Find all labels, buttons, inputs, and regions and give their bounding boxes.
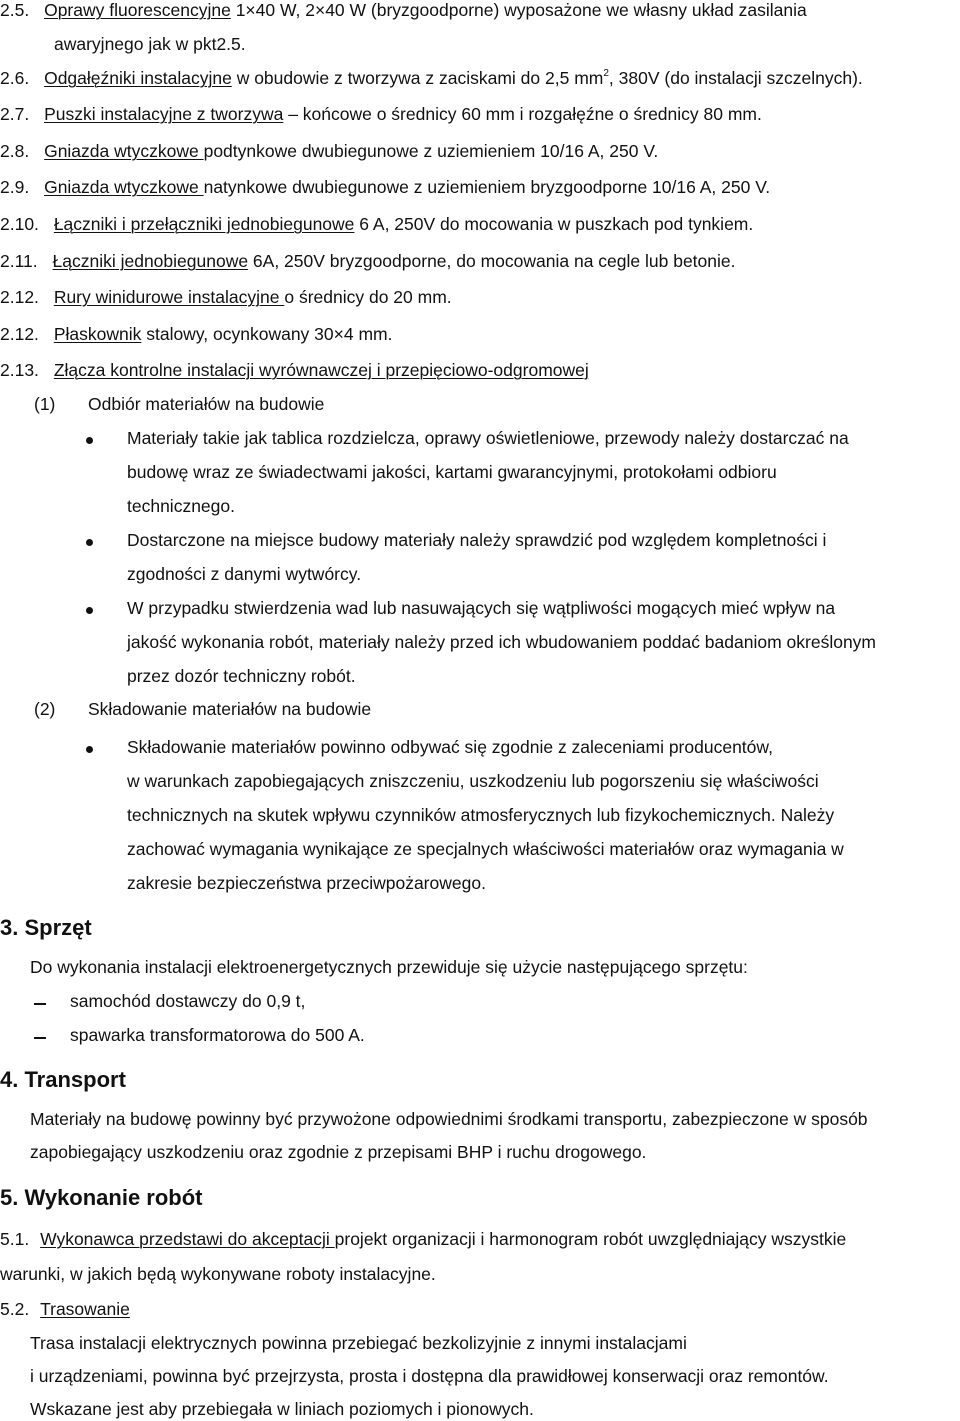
bullet-line: w warunkach zapobiegających zniszczeniu, uszkodzeniu lub pogorszeniu się właściwości: [127, 771, 819, 791]
item-num: 2.11.: [0, 251, 38, 271]
item-num: 2.12.: [0, 324, 39, 344]
item-title: Wykonawca przedstawi do akceptacji: [40, 1229, 335, 1249]
item-text: w obudowie z tworzywa z zaciskami do 2,5 mm: [231, 68, 604, 88]
item-2-11: [0, 253, 735, 271]
item-title: Gniazda wtyczkowe: [44, 177, 204, 197]
item-2-5: [0, 2, 807, 20]
item-text: 1×40 W, 2×40 W (bryzgoodporne) wyposażone we własny układ zasilania: [230, 0, 807, 20]
item-text: stalowy, ocynkowany 30×4 mm.: [141, 324, 393, 344]
sub-num: (1): [34, 394, 56, 414]
section-text: Do wykonania instalacji elektroenergetycznych przewiduje się użycie następującego sprzętu:: [30, 957, 748, 977]
item-num: 2.8.: [0, 141, 30, 161]
section-heading: 5. Wykonanie robót: [0, 1185, 203, 1210]
list-item: samochód dostawczy do 0,9 t,: [70, 991, 306, 1011]
list-item: spawarka transformatorowa do 500 A.: [70, 1025, 365, 1045]
item-2-6: [0, 70, 863, 88]
section-heading: 4. Transport: [0, 1067, 126, 1092]
bullet-line: budowę wraz ze świadectwami jakości, kartami gwarancyjnymi, protokołami odbioru: [127, 462, 777, 482]
item-2-10: [0, 216, 753, 234]
bullet-line: technicznego.: [127, 496, 235, 516]
item-2-12b: [0, 326, 392, 344]
item-num: 2.9.: [0, 177, 30, 197]
item-num: 2.7.: [0, 104, 30, 124]
dash-icon: [34, 1037, 46, 1039]
item-text: – końcowe o średnicy 60 mm i rozgałęźne o średnicy 80 mm.: [283, 104, 762, 124]
item-title: Oprawy fluorescencyjne: [44, 0, 231, 20]
item-num: 2.5.: [0, 0, 30, 20]
paragraph-5-2: [0, 1301, 130, 1319]
item-text: natynkowe dwubiegunowe z uziemieniem bryzgoodporne 10/16 A, 250 V.: [203, 177, 771, 197]
item-num: 5.2.: [0, 1299, 30, 1319]
section-text: warunki, w jakich będą wykonywane roboty instalacyjne.: [0, 1264, 436, 1284]
item-text: o średnicy do 20 mm.: [284, 287, 452, 307]
item-title: Rury winidurowe instalacyjne: [53, 287, 285, 307]
item-text: , 380V (do instalacji szczelnych).: [608, 68, 863, 88]
sub-title: Składowanie materiałów na budowie: [88, 699, 372, 719]
item-num: 2.10.: [0, 214, 39, 234]
dash-icon: [34, 1003, 46, 1005]
section-text: Wskazane jest aby przebiegała w liniach poziomych i pionowych.: [30, 1399, 534, 1419]
bullet-line: zachować wymagania wynikające ze specjalnych właściwości materiałów oraz wymagania w: [127, 839, 844, 859]
item-2-7: [0, 106, 762, 124]
sub-num: (2): [34, 699, 56, 719]
section-text: Materiały na budowę powinny być przywożone odpowiednimi środkami transportu, zabezpieczone w sposób: [30, 1109, 868, 1129]
item-title: Gniazda wtyczkowe: [44, 141, 204, 161]
item-title: Złącza kontrolne instalacji wyrównawczej i przepięciowo-odgromowej: [53, 360, 589, 380]
sub-title: Odbiór materiałów na budowie: [88, 394, 325, 414]
bullet-line: przez dozór techniczny robót.: [127, 666, 356, 686]
item-text: 6A, 250V bryzgoodporne, do mocowania na cegle lub betonie.: [248, 251, 736, 271]
bullet-icon: [86, 437, 93, 444]
bullet-icon: [86, 607, 93, 614]
paragraph-5-1: [0, 1231, 846, 1249]
bullet-line: W przypadku stwierdzenia wad lub nasuwających się wątpliwości mogących mieć wpływ na: [127, 598, 836, 618]
item-num: 2.12.: [0, 287, 39, 307]
item-text: projekt organizacji i harmonogram robót uwzględniający wszystkie: [334, 1229, 847, 1249]
item-text: podtynkowe dwubiegunowe z uziemieniem 10/16 A, 250 V.: [203, 141, 659, 161]
item-title: Odgałęźniki instalacyjne: [44, 68, 232, 88]
bullet-icon: [86, 539, 93, 546]
bullet-line: Materiały takie jak tablica rozdzielcza, oprawy oświetleniowe, przewody należy dostarczać na: [127, 428, 849, 448]
item-title: Łączniki i przełączniki jednobiegunowe: [53, 214, 355, 234]
section-text: zapobiegający uszkodzeniu oraz zgodnie z przepisami BHP i ruchu drogowego.: [30, 1142, 647, 1162]
bullet-line: Składowanie materiałów powinno odbywać się zgodnie z zaleceniami producentów,: [127, 737, 773, 757]
item-num: 5.1.: [0, 1229, 30, 1249]
item-2-5-cont: awaryjnego jak w pkt2.5.: [54, 34, 246, 54]
item-num: 2.6.: [0, 68, 30, 88]
superscript: 2: [603, 68, 609, 79]
item-text: 6 A, 250V do mocowania w puszkach pod tynkiem.: [354, 214, 754, 234]
bullet-line: zakresie bezpieczeństwa przeciwpożarowego.: [127, 873, 486, 893]
item-2-13: [0, 362, 589, 380]
bullet-line: Dostarczone na miejsce budowy materiały należy sprawdzić pod względem kompletności i: [127, 530, 827, 550]
bullet-line: zgodności z danymi wytwórcy.: [127, 564, 362, 584]
item-title: Łączniki jednobiegunowe: [52, 251, 249, 271]
item-title: Trasowanie: [40, 1299, 130, 1319]
item-2-8: [0, 143, 658, 161]
item-2-9: [0, 179, 770, 197]
bullet-line: jakość wykonania robót, materiały należy przed ich wbudowaniem poddać badaniom określonym: [127, 632, 877, 652]
item-title: Płaskownik: [53, 324, 142, 344]
section-heading: 3. Sprzęt: [0, 915, 92, 940]
section-text: i urządzeniami, powinna być przejrzysta, prosta i dostępna dla prawidłowej konserwacji oraz remontów.: [30, 1366, 829, 1386]
bullet-line: technicznych na skutek wpływu czynników atmosferycznych lub fizykochemicznych. Należy: [127, 805, 835, 825]
item-2-12a: [0, 289, 452, 307]
item-title: Puszki instalacyjne z tworzywa: [44, 104, 284, 124]
item-num: 2.13.: [0, 360, 39, 380]
bullet-icon: [86, 746, 93, 753]
section-text: Trasa instalacji elektrycznych powinna przebiegać bezkolizyjnie z innymi instalacjami: [30, 1333, 687, 1353]
